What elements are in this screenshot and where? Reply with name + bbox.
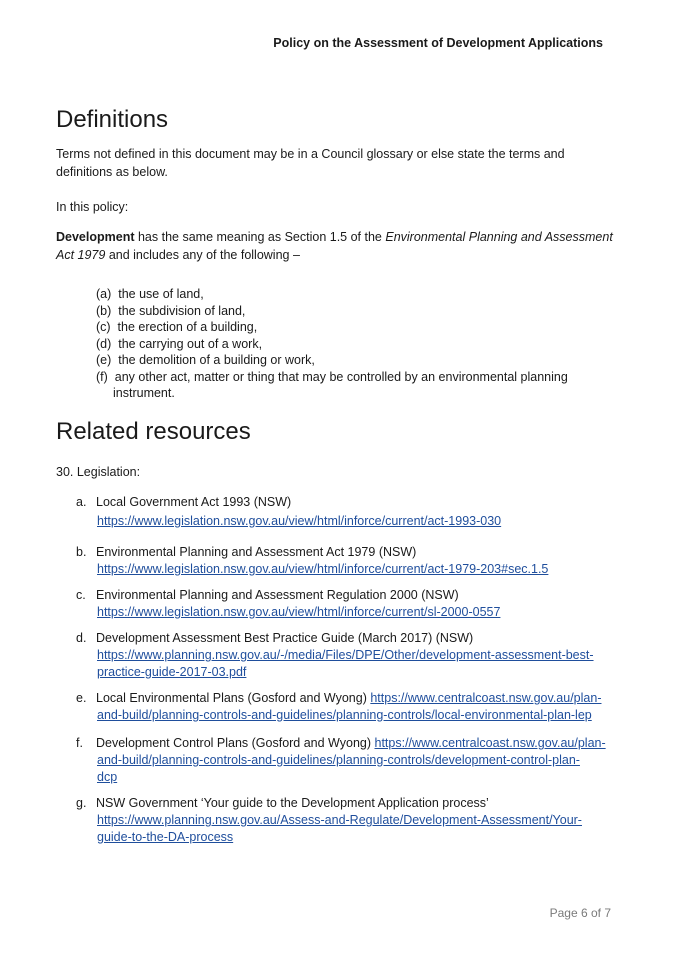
development-definition [56, 228, 616, 264]
definitions-heading: Definitions [56, 106, 169, 133]
list-item: (e) the demolition of a building or work, [96, 353, 315, 367]
resource-link[interactable]: https://www.legislation.nsw.gov.au/view/html/inforce/current/act-1993-030 [97, 514, 502, 528]
resource-link[interactable]: guide-to-the-DA-process [97, 830, 234, 844]
development-text-2: and includes any of the following – [105, 248, 300, 262]
legislation-label: 30. Legislation: [56, 465, 141, 479]
resource-link[interactable]: https://www.legislation.nsw.gov.au/view/html/inforce/current/sl-2000-0557 [97, 605, 501, 619]
resource-item-g: g. NSW Government ‘Your guide to the Development Application process’ https://www.planning.nsw.gov.au/Assess-and-Regulate/Development-Assessment/Your- guide-to-the-DA-process [76, 796, 582, 844]
resource-link[interactable]: https://www.planning.nsw.gov.au/-/media/Files/DPE/Other/development-assessment-best- [97, 648, 594, 662]
resource-link[interactable]: practice-guide-2017-03.pdf [97, 665, 247, 679]
development-term: Development [56, 230, 135, 244]
resource-link[interactable]: https://www.legislation.nsw.gov.au/view/html/inforce/current/act-1979-203#sec.1.5 [97, 562, 549, 576]
definitions-intro: Terms not defined in this document may be in a Council glossary or else state the terms and definitions as below. [56, 147, 565, 179]
list-item-continuation: instrument. [113, 386, 175, 400]
related-resources-heading: Related resources [56, 418, 251, 445]
resource-item-d: d. Development Assessment Best Practice Guide (March 2017) (NSW) https://www.planning.nsw.gov.au/-/media/Files/DPE/Other/development-assessment-best- practice-guide-2017-03.pdf [76, 631, 594, 679]
resource-item-a: a. Local Government Act 1993 (NSW) https://www.legislation.nsw.gov.au/view/html/inforce/current/act-1993-030 [76, 495, 502, 528]
resource-item-e: e. Local Environmental Plans (Gosford and Wyong) https://www.centralcoast.nsw.gov.au/plan- and-build/planning-controls-and-guidelines/planning-controls/local-environmental-plan-lep [76, 691, 602, 722]
resource-link[interactable]: https://www.centralcoast.nsw.gov.au/plan- [370, 691, 602, 705]
resource-link[interactable]: and-build/planning-controls-and-guidelines/planning-controls/development-control-plan- [97, 753, 580, 767]
resource-link[interactable]: and-build/planning-controls-and-guidelines/planning-controls/local-environmental-plan-lep [97, 708, 592, 722]
page-header-title: Policy on the Assessment of Development Applications [273, 36, 603, 50]
development-list [96, 286, 596, 402]
resource-item-f: f. Development Control Plans (Gosford and Wyong) https://www.centralcoast.nsw.gov.au/plan- and-build/planning-controls-and-guidelines/planning-controls/development-control-plan- dcp [76, 736, 606, 784]
policy-label: In this policy: [56, 200, 129, 214]
list-item: (a) the use of land, [96, 287, 204, 301]
list-item: (c) the erection of a building, [96, 320, 258, 334]
resource-link[interactable]: dcp [97, 770, 118, 784]
page-number: Page 6 of 7 [549, 906, 611, 920]
list-item: (d) the carrying out of a work, [96, 336, 263, 351]
resource-link[interactable]: https://www.planning.nsw.gov.au/Assess-and-Regulate/Development-Assessment/Your- [97, 813, 582, 827]
resource-item-c: c. Environmental Planning and Assessment Regulation 2000 (NSW) https://www.legislation.nsw.gov.au/view/html/inforce/current/sl-2000-0557 [76, 588, 501, 619]
resource-link[interactable]: https://www.centralcoast.nsw.gov.au/plan- [374, 736, 606, 750]
development-act: Environmental Planning and Assessment Act 1979 [56, 230, 613, 262]
resource-item-b: b. Environmental Planning and Assessment Act 1979 (NSW) https://www.legislation.nsw.gov.au/view/html/inforce/current/act-1979-203#sec.1.5 [76, 545, 549, 576]
list-item: (b) the subdivision of land, [96, 303, 246, 318]
development-text-1: has the same meaning as Section 1.5 of the [134, 230, 386, 244]
list-item: (f) any other act, matter or thing that may be controlled by an environmental planning [96, 369, 568, 384]
